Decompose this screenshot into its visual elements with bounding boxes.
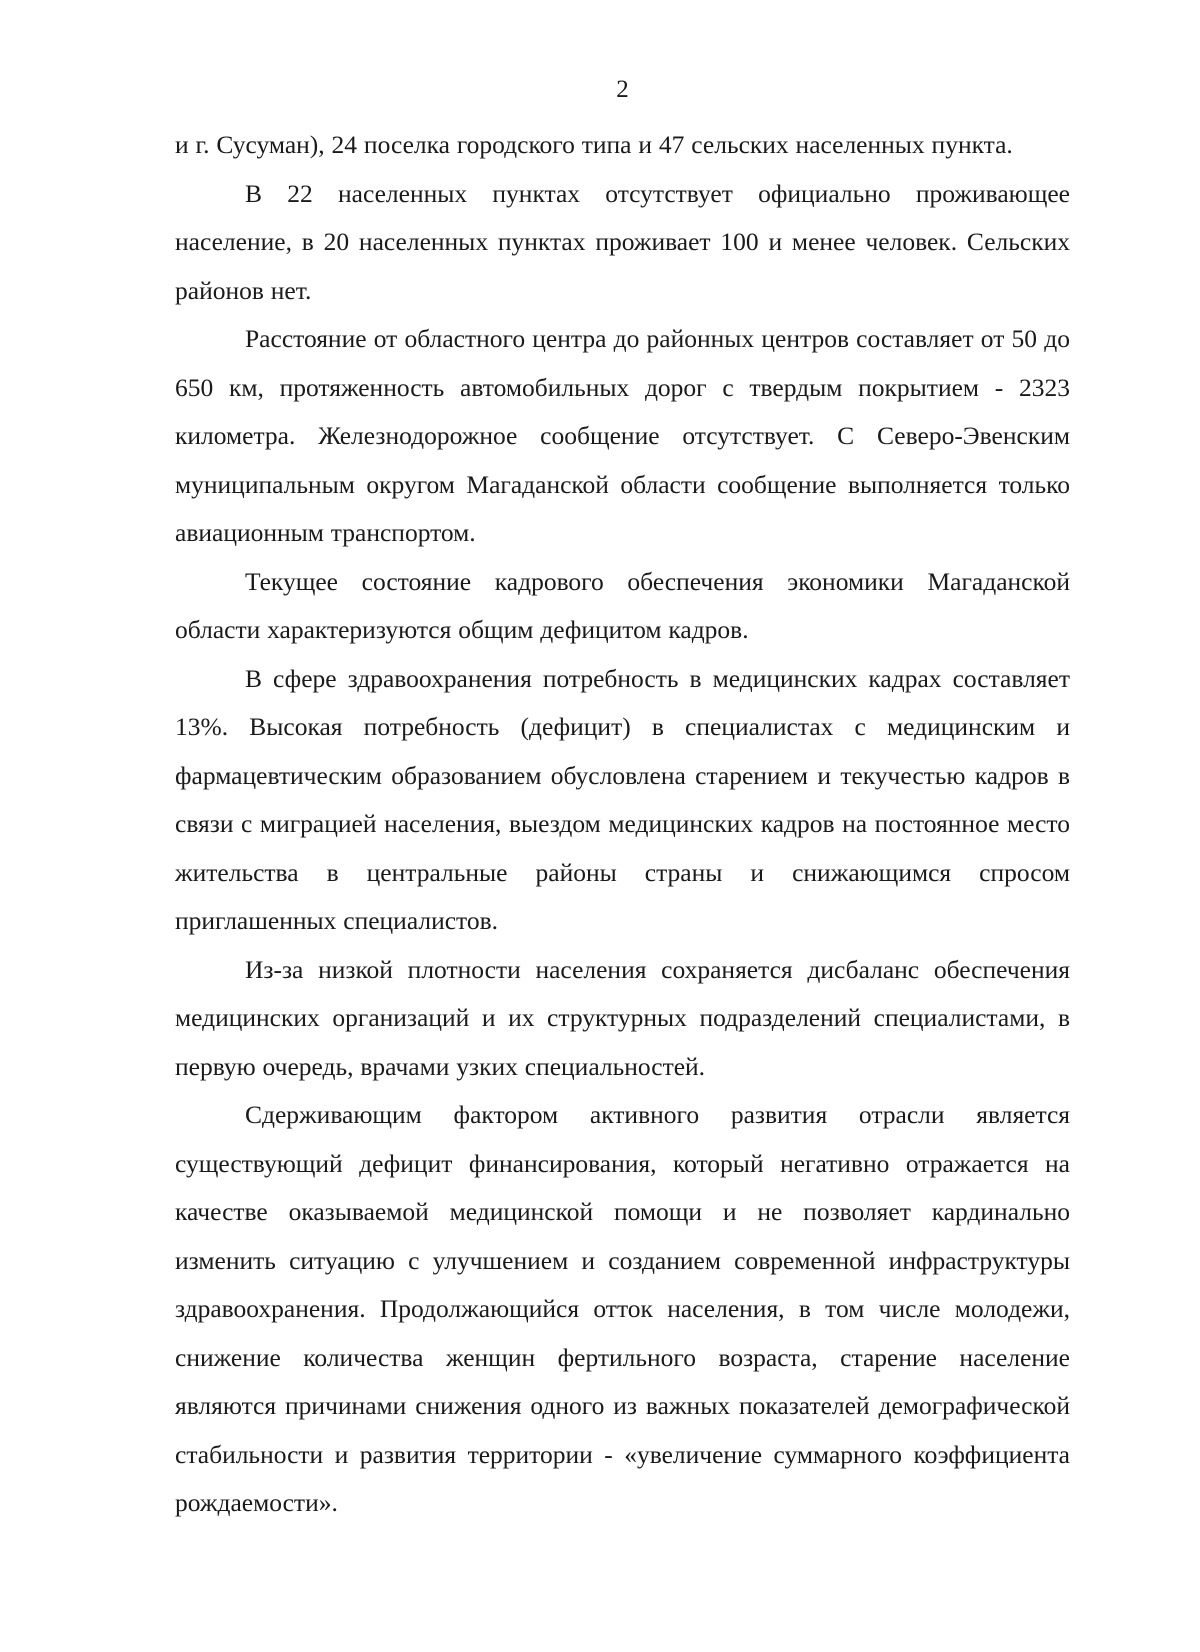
paragraph-unpopulated-settlements: В 22 населенных пунктах отсутствует официально проживающее население, в 20 населенных пунктах проживает 100 и менее человек. Сельских районов нет. xyxy=(175,178,1070,305)
page-number: 2 xyxy=(616,76,629,103)
paragraph-staffing-state: Текущее состояние кадрового обеспечения экономики Магаданской области характеризуются общим дефицитом кадров. xyxy=(175,566,1070,644)
paragraph-continuation: и г. Сусуман), 24 поселка городского типа и 47 сельских населенных пункта. xyxy=(175,130,1013,159)
paragraph-funding-deficit: Сдерживающим фактором активного развития отрасли является существующий дефицит финансирования, который негативно отражается на качестве оказываемой медицинской помощи и не позволяет кардинально изменить ситуацию с улучшением и созданием современной инфраструктуры здравоохранения. Продолжающийся отток населения, в том числе молодежи, снижение количества женщин фертильного возраста, старение население являются причинами снижения одного из важных показателей демографической стабильности и развития территории - «увеличение суммарного коэффициента рождаемости». xyxy=(175,1100,1070,1517)
paragraph-imbalance: Из-за низкой плотности населения сохраняется дисбаланс обеспечения медицинских организаций и их структурных подразделений специалистами, в первую очередь, врачами узких специальностей. xyxy=(175,954,1070,1081)
document-body xyxy=(175,121,1070,1528)
paragraph-healthcare-need: В сфере здравоохранения потребность в медицинских кадрах составляет 13%. Высокая потребность (дефицит) в специалистах с медицинским и фармацевтическим образованием обусловлена старением и текучестью кадров в связи с миграцией населения, выездом медицинских кадров на постоянное место жительства в центральные районы страны и снижающимся спросом приглашенных специалистов. xyxy=(175,663,1070,935)
paragraph-distances: Расстояние от областного центра до районных центров составляет от 50 до 650 км, протяженность автомобильных дорог с твердым покрытием - 2323 километра. Железнодорожное сообщение отсутствует. С Северо-Эвенским муниципальным округом Магаданской области сообщение выполняется только авиационным транспортом. xyxy=(175,324,1070,547)
